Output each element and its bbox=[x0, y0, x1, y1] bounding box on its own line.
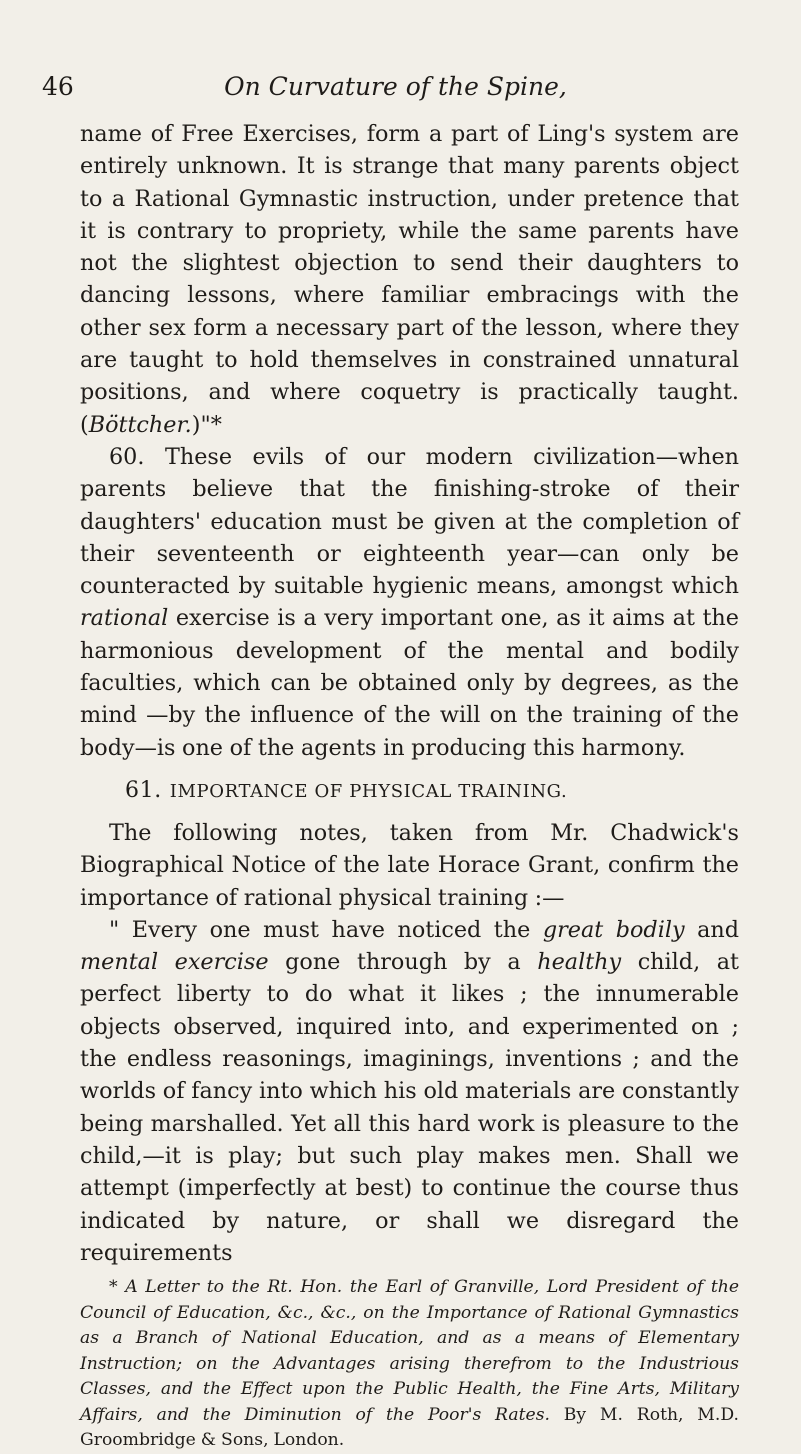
footnote bbox=[80, 1275, 739, 1454]
paragraph-61: The following notes, taken from Mr. Chadwick's Biographical Notice of the late Horace Grant, confirm the importance of rational physical training :— bbox=[80, 819, 739, 911]
section-number: 61. bbox=[125, 777, 162, 803]
citation: Böttcher. bbox=[88, 411, 192, 438]
section-heading bbox=[80, 778, 739, 803]
paragraph-quote: " Every one must have noticed the great bodily and mental exercise gone through by a healthy child, at perfect liberty to do what it likes ; the innumerable objects observed, inquired into, and experimented on ; the endless reasonings, imaginings, inventions ; and the worlds of fancy into which his old materials are constantly being marshalled. Yet all this hard work is pleasure to the child,—it is play; but such play makes men. Shall we attempt (imperfectly at best) to continue the course thus indicated by nature, or shall we disregard the requirements bbox=[80, 916, 740, 1266]
emphasis-rational: rational bbox=[80, 605, 169, 632]
page-number: 46 bbox=[42, 72, 74, 101]
section-title: IMPORTANCE OF PHYSICAL TRAINING. bbox=[169, 780, 568, 802]
paragraph-continued: name of Free Exercises, form a part of Ling's system are entirely unknown. It is strange that many parents object to a Rational Gymnastic instruction, under pretence that it is contrary to propriety, while the same parents have not the slightest objection to send their daughters to dancing lessons, where familiar embracings with the other sex form a necessary part of the lesson, where they are taught to hold themselves in constrained unnatural positions, and where coquetry is practically taught. (Böttcher.)"* bbox=[80, 121, 739, 438]
running-title: On Curvature of the Spine, bbox=[224, 72, 567, 101]
body-text bbox=[80, 118, 739, 1454]
paragraph-60: 60. These evils of our modern civilization—when parents believe that the finishing-stroke of their daughters' education must be given at the completion of their seventeenth or eighteenth year—can only be counteracted by suitable hygienic means, amongst which rational exercise is a very important one, as it aims at the harmonious development of the mental and bodily faculties, which can be obtained only by degrees, as the mind —by the influence of the will on the training of the body—is one of the agents in producing this harmony. bbox=[80, 443, 739, 761]
running-head bbox=[42, 72, 739, 108]
footnote-text: * A Letter to the Rt. Hon. the Earl of Granville, Lord President of the Council of Education, &c., &c., on the Importance of Rational Gymnastics as a Branch of National Education, and as a means of Elementary Instruction; on the Advantages arising therefrom to the Industrious Classes, and the Effect upon the Public Health, the Fine Arts, Military Affairs, and the Diminution of the Poor's Rates. By M. Roth, M.D. Groombridge & Sons, London. bbox=[80, 1277, 739, 1451]
